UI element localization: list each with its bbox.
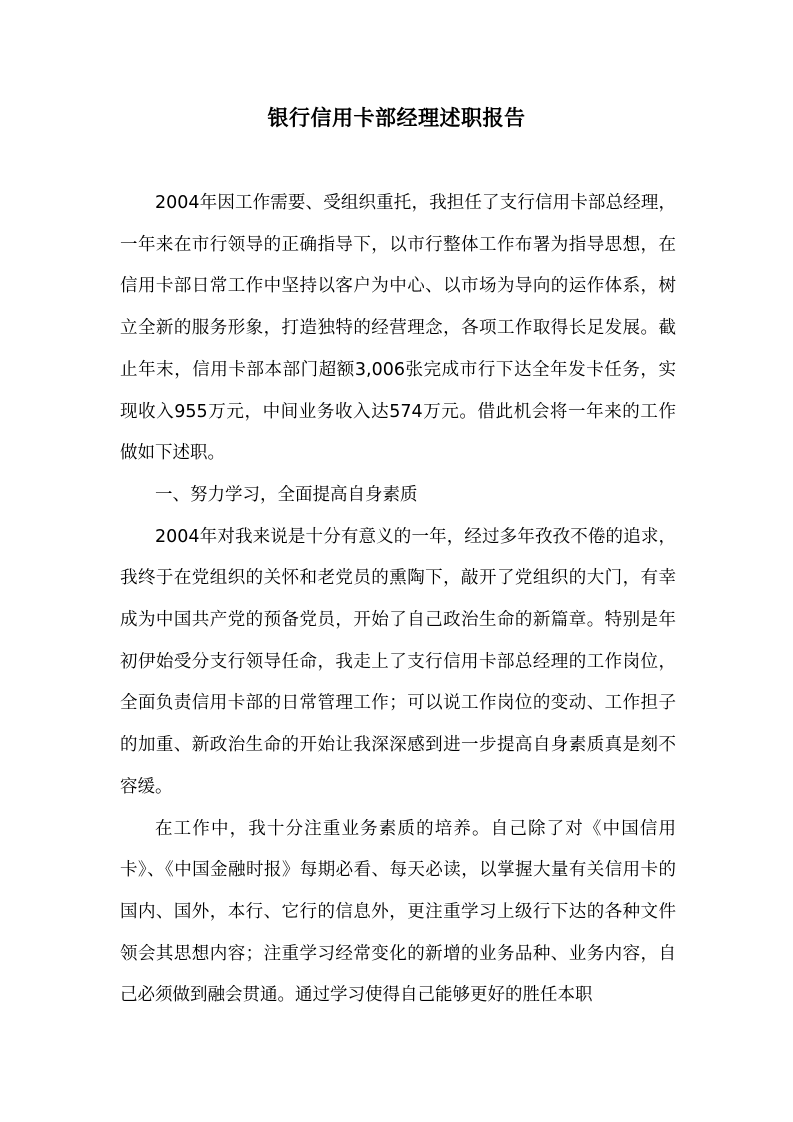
document-body bbox=[120, 183, 676, 1017]
section-heading-1: 一、努力学习，全面提高自身素质 bbox=[155, 484, 418, 505]
document-title: 银行信用卡部经理述职报告 bbox=[267, 106, 526, 130]
paragraph-2004: 2004年对我来说是十分有意义的一年，经过多年孜孜不倦的追求，我终于在党组织的关怀和老党员的熏陶下，敲开了党组织的大门，有幸成为中国共产党的预备党员，开始了自己政治生命的新篇章。特别是年初伊始受分支行领导任命，我走上了支行信用卡部总经理的工作岗位，全面负责信用卡部的日常管理工作；可以说工作岗位的变动、工作担子的加重、新政治生命的开始让我深深感到进一步提高自身素质真是刻不容缓。 bbox=[120, 526, 676, 797]
paragraph-study: 在工作中，我十分注重业务素质的培养。自己除了对《中国信用卡》、《中国金融时报》每期必看、每天必读，以掌握大量有关信用卡的国内、国外，本行、它行的信息外，更注重学习上级行下达的各种文件领会其思想内容；注重学习经常变化的新增的业务品种、业务内容，自己必须做到融会贯通。通过学习使得自己能够更好的胜任本职 bbox=[120, 818, 676, 1006]
paragraph-intro: 2004年因工作需要、受组织重托，我担任了支行信用卡部总经理，一年来在市行领导的正确指导下，以市行整体工作布署为指导思想，在信用卡部日常工作中坚持以客户为中心、以市场为导向的运作体系，树立全新的服务形象，打造独特的经营理念，各项工作取得长足发展。截止年末，信用卡部本部门超额3,006张完成市行下达全年发卡任务，实现收入955万元，中间业务收入达574万元。借此机会将一年来的工作做如下述职。 bbox=[120, 193, 676, 464]
